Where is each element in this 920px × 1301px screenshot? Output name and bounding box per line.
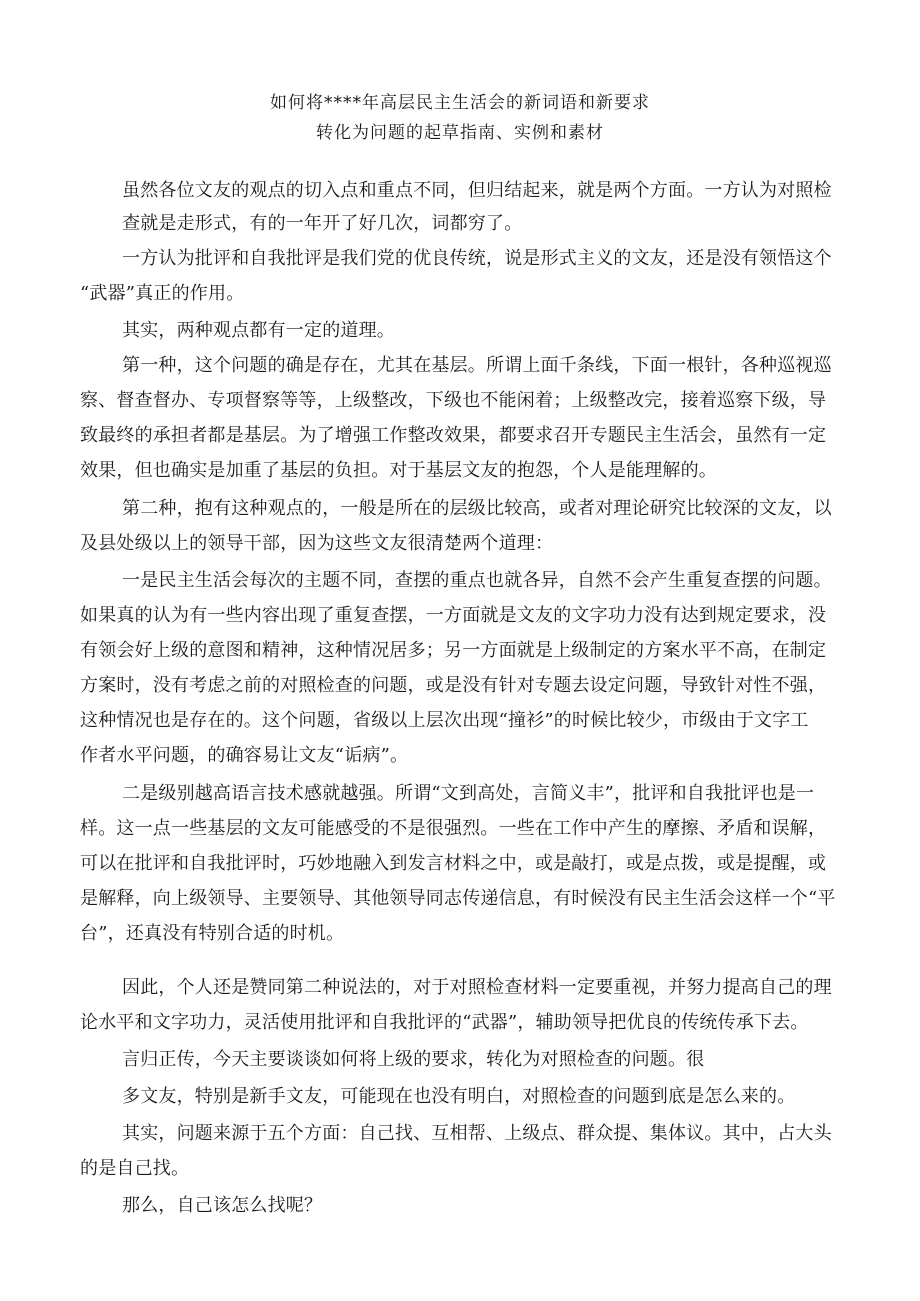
body-line-25: 言归正传，今天主要谈谈如何将上级的要求，转化为对照检查的问题。很 — [122, 1049, 705, 1070]
body-line-28: 的是自己找。 — [80, 1158, 190, 1179]
body-line-11: 及县处级以上的领导干部，因为这些文友很清楚两个道理： — [80, 533, 554, 554]
body-line-3: 一方认为批评和自我批评是我们党的优良传统，说是形式主义的文友，还是没有领悟这个 — [122, 248, 832, 269]
body-line-5: 其实，两种观点都有一定的道理。 — [122, 320, 395, 341]
body-line-10: 第二种，抱有这种观点的，一般是所在的层级比较高，或者对理论研究比较深的文友，以 — [122, 498, 832, 519]
body-line-1: 虽然各位文友的观点的切入点和重点不同，但归结起来，就是两个方面。一方认为对照检 — [122, 180, 832, 201]
body-line-8: 致最终的承担者都是基层。为了增强工作整改效果，都要求召开专题民主生活会，虽然有一定 — [80, 425, 827, 446]
body-line-16: 这种情况也是存在的。这个问题，省级以上层次出现“撞衫”的时候比较少，市级由于文字工 — [80, 710, 809, 731]
body-line-29: 那么，自己该怎么找呢？ — [122, 1195, 323, 1216]
body-line-9: 效果，但也确实是加重了基层的负担。对于基层文友的抱怨，个人是能理解的。 — [80, 460, 717, 481]
body-line-15: 方案时，没有考虑之前的对照检查的问题，或是没有针对专题去设定问题，导致针对性不强， — [80, 675, 827, 696]
body-line-6: 第一种，这个问题的确是存在，尤其在基层。所谓上面千条线，下面一根针，各种巡视巡 — [122, 355, 832, 376]
body-line-2: 查就是走形式，有的一年开了好几次，词都穷了。 — [122, 213, 523, 234]
body-line-18: 二是级别越高语言技术感就越强。所谓“文到高处，言简义丰”，批评和自我批评也是一 — [122, 783, 815, 804]
body-line-14: 有领会好上级的意图和精神，这种情况居多；另一方面就是上级制定的方案水平不高，在制定 — [80, 640, 827, 661]
body-line-24: 论水平和文字功力，灵活使用批评和自我批评的“武器”，辅助领导把优良的传统传承下去。 — [80, 1012, 809, 1033]
body-line-12: 一是民主生活会每次的主题不同，查摆的重点也就各异，自然不会产生重复查摆的问题。 — [122, 570, 832, 591]
body-line-20: 可以在批评和自我批评时，巧妙地融入到发言材料之中，或是敲打，或是点拨，或是提醒，或 — [80, 853, 827, 874]
body-line-7: 察、督查督办、专项督察等等，上级整改，下级也不能闲着；上级整改完，接着巡察下级，导 — [80, 390, 827, 411]
body-line-22: 台”，还真没有特别合适的时机。 — [80, 923, 345, 944]
body-line-26: 多文友，特别是新手文友，可能现在也没有明白，对照检查的问题到底是怎么来的。 — [122, 1086, 796, 1107]
body-line-19: 样。这一点一些基层的文友可能感受的不是很强烈。一些在工作中产生的摩擦、矛盾和误解， — [80, 818, 827, 839]
document-title-line-1: 如何将****年高层民主生活会的新词语和新要求 — [270, 93, 650, 113]
body-line-27: 其实，问题来源于五个方面：自己找、互相帮、上级点、群众提、集体议。其中，占大头 — [122, 1123, 832, 1144]
body-line-17: 作者水平问题，的确容易让文友“诟病”。 — [80, 745, 409, 766]
body-line-23: 因此，个人还是赞同第二种说法的，对于对照检查材料一定要重视，并努力提高自己的理 — [122, 977, 832, 998]
body-line-4: “武器”真正的作用。 — [80, 283, 245, 304]
body-line-13: 如果真的认为有一些内容出现了重复查摆，一方面就是文友的文字功力没有达到规定要求，没 — [80, 605, 827, 626]
body-line-21: 是解释，向上级领导、主要领导、其他领导同志传递信息，有时候没有民主生活会这样一个“平 — [80, 888, 836, 909]
document-title-line-2: 转化为问题的起草指南、实例和素材 — [316, 123, 604, 143]
